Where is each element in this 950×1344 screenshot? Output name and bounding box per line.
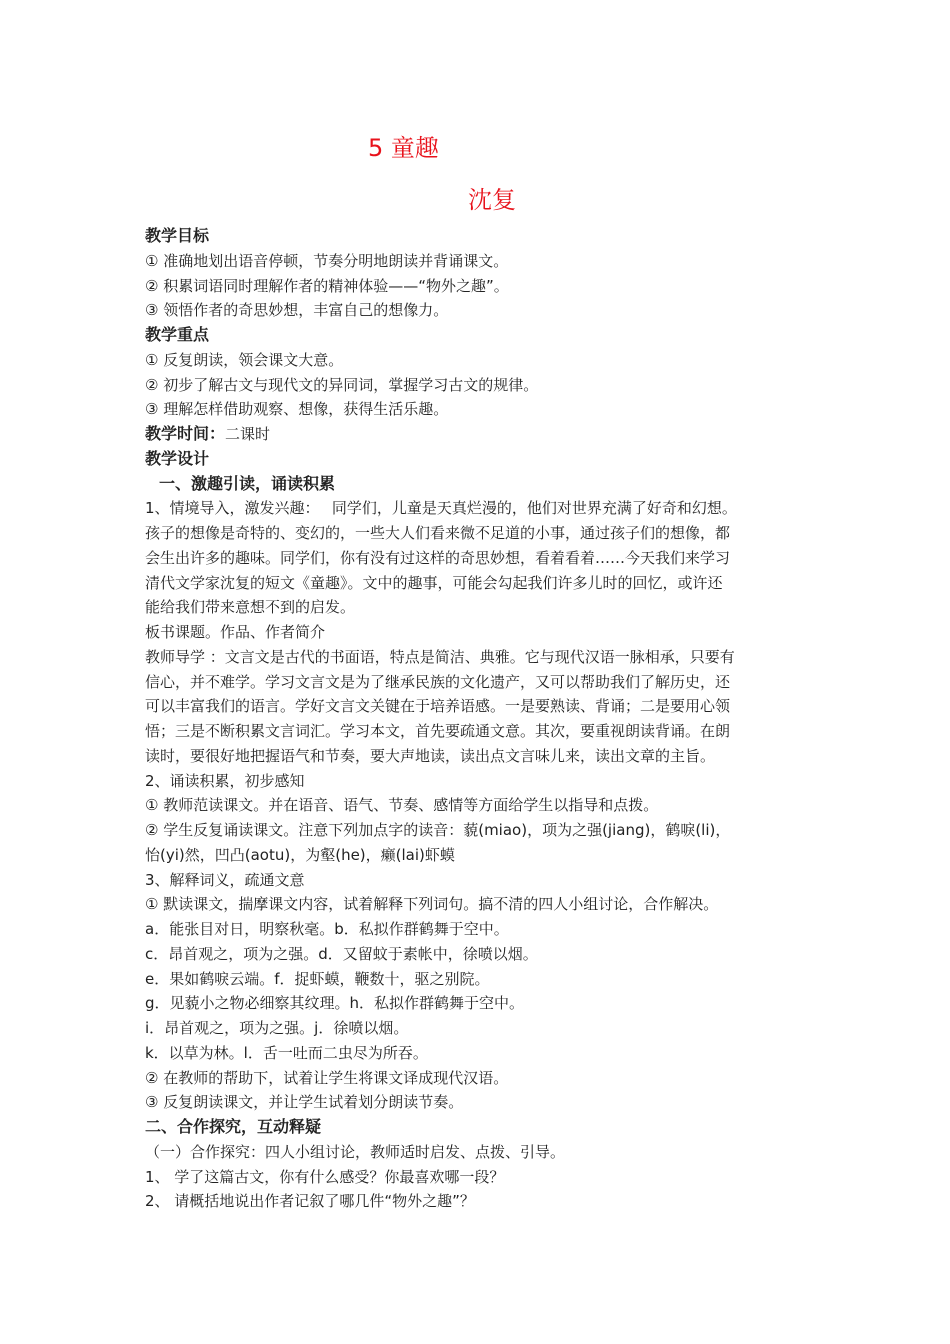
document-body — [145, 224, 810, 1214]
paragraph-line: ③ 理解怎样借助观察、想像，获得生活乐趣。 — [145, 400, 449, 419]
paragraph-line: 悟；三是不断积累文言词汇。学习本文，首先要疏通文意。其次，要重视朗读背诵。在朗 — [145, 722, 731, 740]
paragraph-line: （一）合作探究：四人小组讨论，教师适时启发、点拨、引导。 — [145, 1142, 566, 1161]
paragraph-line: c．昂首观之，项为之强。d．又留蚊于素帐中，徐喷以烟。 — [145, 944, 538, 963]
paragraph-line: 信心，并不难学。学习文言文是为了继承民族的文化遗产，又可以帮助我们了解历史，还 — [145, 672, 731, 691]
teaching-time-label: 教学时间： — [145, 424, 226, 443]
paragraph-line: ① 反复朗读，领会课文大意。 — [145, 350, 344, 369]
teaching-time-line — [145, 422, 810, 447]
paragraph-line: 板书课题。作品、作者简介 — [145, 623, 326, 641]
paragraph-line: 1、 学了这篇古文，你有什么感受？你最喜欢哪一段？ — [145, 1167, 505, 1186]
paragraph-line: e．果如鹤唳云端。f．捉虾蟆，鞭数十，驱之别院。 — [145, 969, 490, 988]
paragraph-line: 能给我们带来意想不到的启发。 — [145, 598, 356, 617]
teaching-time-value: 二课时 — [225, 425, 271, 443]
paragraph-line: ② 初步了解古文与现代文的异同词，掌握学习古文的规律。 — [145, 375, 539, 394]
paragraph-line: ③ 反复朗读课文，并让学生试着划分朗读节奏。 — [145, 1093, 464, 1112]
lesson-title: 5 童趣 — [368, 134, 439, 162]
subsection-heading: 一、激趣引读，诵读积累 — [159, 473, 336, 493]
paragraph-line: a．能张目对日，明察秋毫。b．私拟作群鹤舞于空中。 — [145, 920, 509, 938]
section-heading: 二、合作探究，互动释疑 — [145, 1117, 322, 1136]
paragraph-line: i．昂首观之，项为之强。j．徐喷以烟。 — [145, 1019, 409, 1037]
paragraph-line: 读时，要很好地把握语气和节奏，要大声地读，读出点文言味儿来，读出文章的主旨。 — [145, 746, 716, 765]
paragraph-line: 怡(yi)然，凹凸(aotu)，为壑(he)，癞(lai)虾蟆 — [145, 845, 455, 864]
section-heading: 教学重点 — [145, 325, 210, 344]
paragraph-line: k．以草为林。l．舌一吐而二虫尽为所吞。 — [145, 1043, 428, 1062]
author-name: 沈复 — [468, 186, 516, 214]
paragraph-line: 3、解释词义，疏通文意 — [145, 870, 305, 889]
paragraph-line: ① 教师范读课文。并在语音、语气、节奏、感情等方面给学生以指导和点拨。 — [145, 796, 659, 815]
paragraph-line: ② 在教师的帮助下，试着让学生将课文译成现代汉语。 — [145, 1068, 509, 1087]
section-heading: 教学设计 — [145, 448, 210, 468]
paragraph-line: ① 准确地划出语音停顿，节奏分明地朗读并背诵课文。 — [145, 251, 509, 270]
paragraph-line: 2、 请概括地说出作者记叙了哪几件“物外之趣”？ — [145, 1192, 475, 1211]
paragraph-line: ① 默读课文，揣摩课文内容，试着解释下列词句。搞不清的四人小组讨论，合作解决。 — [145, 895, 719, 914]
paragraph-line: 2、诵读积累，初步感知 — [145, 771, 305, 790]
paragraph-line: 1、情境导入，激发兴趣： 同学们，儿童是天真烂漫的，他们对世界充满了好奇和幻想。 — [145, 499, 737, 518]
paragraph-line: g．见藐小之物必细察其纹理。h．私拟作群鹤舞于空中。 — [145, 994, 525, 1013]
paragraph-line: ③ 领悟作者的奇思妙想，丰富自己的想像力。 — [145, 301, 449, 320]
paragraph-line: 清代文学家沈复的短文《童趣》。文中的趣事，可能会勾起我们许多儿时的回忆，或许还 — [145, 573, 723, 592]
paragraph-line: 教师导学 ：文言文是古代的书面语，特点是简洁、典雅。它与现代汉语一脉相承，只要有 — [145, 647, 735, 666]
paragraph-line: 可以丰富我们的语言。学好文言文关键在于培养语感。一是要熟读、背诵；二是要用心领 — [145, 697, 731, 716]
section-heading: 教学目标 — [145, 226, 210, 245]
paragraph-line: 会生出许多的趣味。同学们，你有没有过这样的奇思妙想，看着看着……今天我们来学习 — [145, 548, 731, 567]
paragraph-line: ② 积累词语同时理解作者的精神体验——“物外之趣”。 — [145, 276, 509, 295]
paragraph-line: ② 学生反复诵读课文。注意下列加点字的读音：藐(miao)，项为之强(jiang)，鹤唳(li)， — [145, 821, 731, 839]
paragraph-line: 孩子的想像是奇特的、变幻的，一些大人们看来微不足道的小事，通过孩子们的想像，都 — [145, 524, 731, 542]
